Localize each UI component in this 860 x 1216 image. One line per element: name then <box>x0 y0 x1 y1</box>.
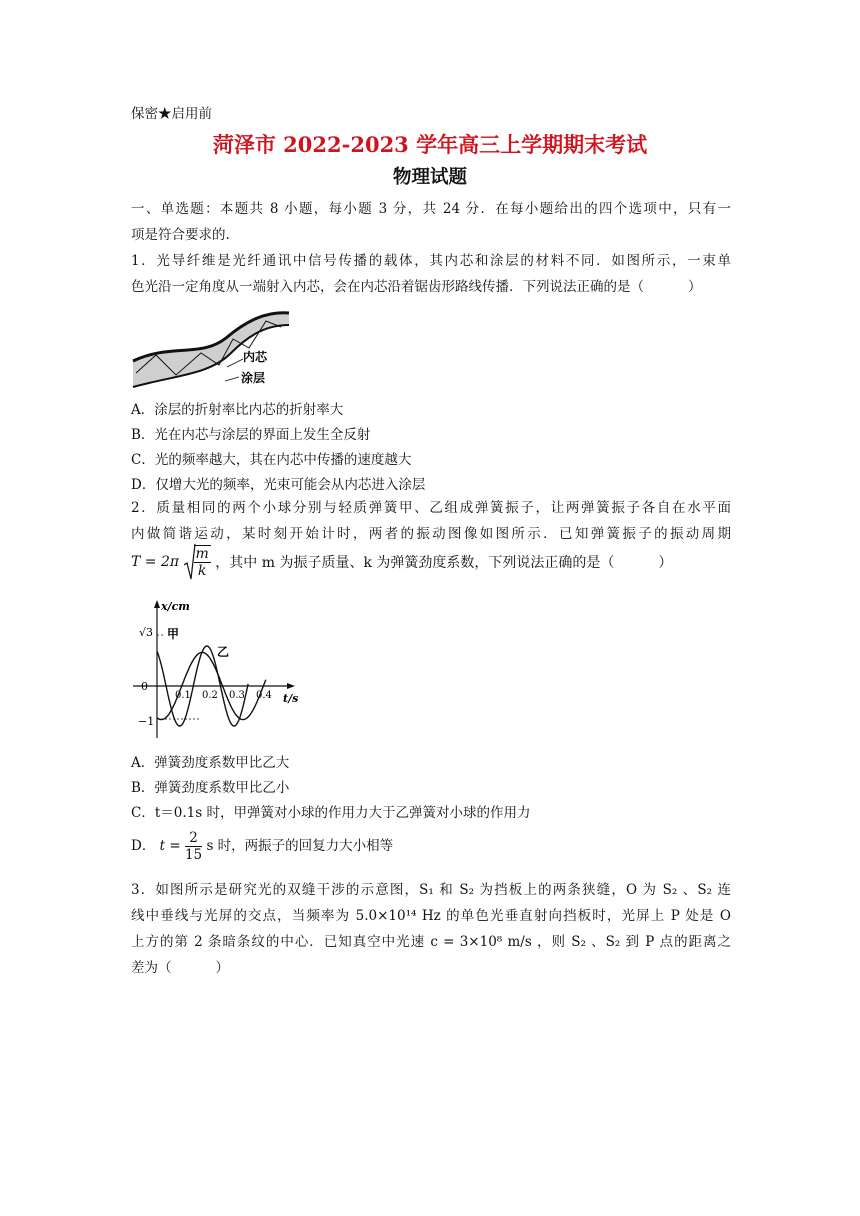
confidential-mark: 保密★启用前 <box>131 106 212 122</box>
series-yi-label: 乙 <box>217 645 230 659</box>
y-tick-sqrt3: √3 <box>139 626 154 639</box>
section-intro <box>131 196 731 248</box>
x-axis-arrow <box>287 683 295 689</box>
y-tick-minus1: −1 <box>138 715 155 728</box>
section-intro-line1: 一、单选题：本题共 8 小题，每小题 3 分，共 24 分．在每小题给出的四个选项中，只有一 <box>131 201 731 217</box>
q1-option-b: B．光在内芯与涂层的界面上发生全反射 <box>131 427 371 443</box>
q1-line2: 色光沿一定角度从一端射入内芯，会在内芯沿着锯齿形路线传播．下列说法正确的是（ <box>131 279 644 295</box>
q2-formula-line <box>131 543 672 593</box>
q2-option-c: C．t＝0.1s 时，甲弹簧对小球的作用力大于乙弹簧对小球的作用力 <box>131 805 531 821</box>
q1-line1: 1．光导纤维是光纤通讯中信号传播的载体，其内芯和涂层的材料不同．如图所示，一束单 <box>131 253 731 269</box>
q2-option-a: A．弹簧劲度系数甲比乙大 <box>131 755 290 771</box>
q2-formula-rest: ，其中 m 为振子质量、k 为弹簧劲度系数，下列说法正确的是（ <box>215 555 615 571</box>
y-axis-label: x/cm <box>161 600 190 613</box>
q3-paren-close: ） <box>215 960 229 976</box>
fraction-k: k <box>197 563 207 579</box>
q1-paren-close: ） <box>688 279 702 295</box>
q2-option-b: B．弹簧劲度系数甲比乙小 <box>131 780 290 796</box>
x-axis-label: t/s <box>283 692 299 705</box>
q3-line4: 差为（ <box>131 960 172 976</box>
fig1-cladding-label: 涂层 <box>241 371 266 385</box>
question-1-stem <box>131 248 731 300</box>
fraction-denominator: 15 <box>184 847 203 863</box>
q2-option-d <box>131 828 393 864</box>
subject-title: 物理试题 <box>392 167 467 188</box>
q2-line2: 内做简谐运动，某时刻开始计时，两者的振动图像如图所示．已知弹簧振子的振动周期 <box>131 526 731 542</box>
q1-option-d: D．仅增大光的频率，光束可能会从内芯进入涂层 <box>131 477 426 493</box>
y-axis-arrow <box>154 600 160 608</box>
q2-line1: 2．质量相同的两个小球分别与轻质弹簧甲、乙组成弹簧振子，让两弹簧振子各自在水平面 <box>131 500 731 516</box>
q2-paren-close: ） <box>658 555 673 571</box>
series-jia-label: 甲 <box>167 627 180 641</box>
q1-option-a: A．涂层的折射率比内芯的折射率大 <box>131 402 344 418</box>
y-tick-0: 0 <box>141 680 148 693</box>
x-tick-0.3: 0.3 <box>229 690 245 701</box>
q3-line2: 线中垂线与光屏的交点，当频率为 5.0×10¹⁴ Hz 的单色光垂直射向挡板时，光屏上 P 处是 O <box>131 908 731 924</box>
q3-line1: 3．如图所示是研究光的双缝干涉的示意图，S₁ 和 S₂ 为挡板上的两条狭缝，O 为 S₂ 、S₂ 连 <box>131 882 731 898</box>
fraction-numerator: 2 <box>185 830 202 847</box>
q2-option-d-fraction <box>185 830 202 863</box>
vibration-graph <box>129 598 309 748</box>
q2-option-d-prefix: D． <box>131 838 156 854</box>
fraction-m: m <box>195 546 209 562</box>
question-2-stem <box>131 495 731 547</box>
question-3-stem <box>131 877 731 981</box>
q2-option-d-rest: s 时，两振子的回复力大小相等 <box>206 838 394 854</box>
x-tick-0.1: 0.1 <box>175 690 191 701</box>
period-formula-lhs: T = 2π <box>131 554 180 570</box>
x-tick-0.2: 0.2 <box>202 690 218 701</box>
x-tick-0.4: 0.4 <box>256 690 272 701</box>
exam-title: 菏泽市 2022-2023 学年高三上学期期末考试 <box>212 132 648 157</box>
q2-option-d-t: t = <box>159 838 181 854</box>
fig1-core-label: 内芯 <box>243 350 268 364</box>
sqrt-fraction <box>194 545 211 579</box>
optical-fiber-figure <box>131 303 291 393</box>
section-intro-line2: 项是符合要求的. <box>131 227 230 243</box>
q1-option-c: C．光的频率越大，其在内芯中传播的速度越大 <box>131 452 412 468</box>
q3-line3: 上方的第 2 条暗条纹的中心．已知真空中光速 c = 3×10⁸ m/s ，则 S₂ 、S₂ 到 P 点的距离之 <box>131 934 731 950</box>
